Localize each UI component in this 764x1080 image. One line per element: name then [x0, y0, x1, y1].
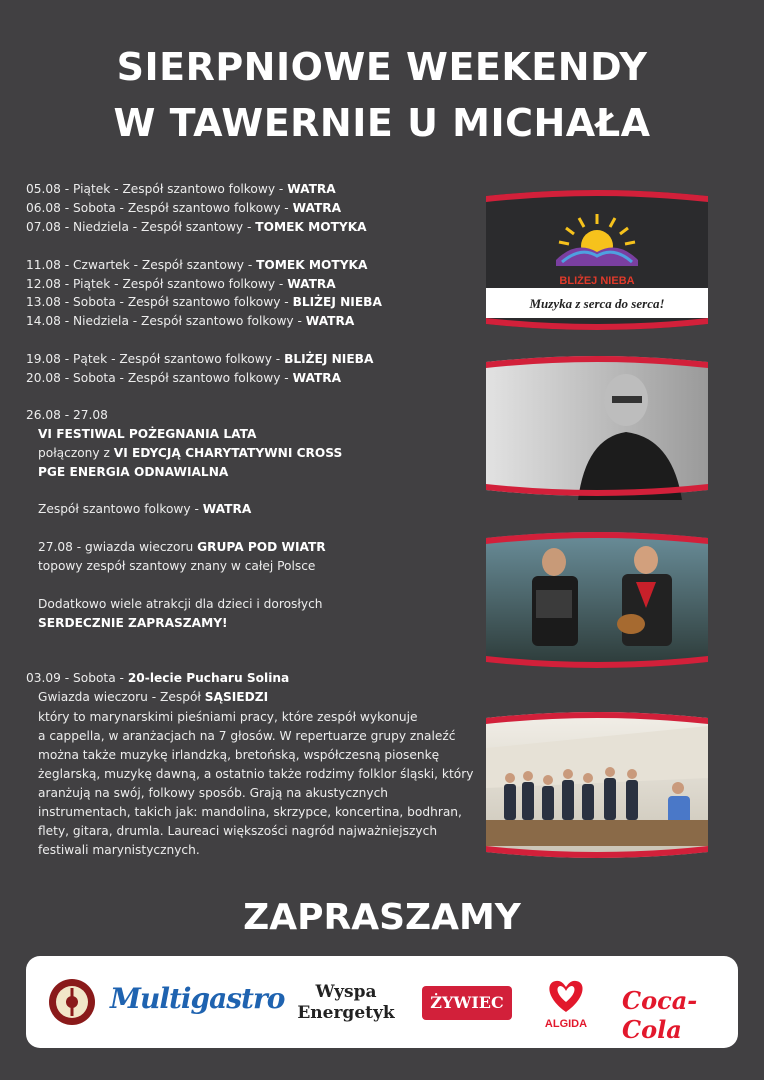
tawerna-logo	[48, 978, 96, 1030]
description-line: można także muzykę irlandzką, bretońską, współczesną piosenkę	[38, 748, 440, 762]
schedule-line: Dodatkowo wiele atrakcji dla dzieci i dorosłych	[38, 597, 323, 611]
schedule-line: 11.08 - Czwartek - Zespół szantowy - TOMEK MOTYKA	[26, 258, 368, 272]
band-photo-watra	[486, 528, 708, 672]
sponsors-bar	[26, 956, 738, 1048]
festival-sponsor: PGE ENERGIA ODNAWIALNA	[38, 465, 229, 479]
band-logo-panel	[486, 188, 708, 332]
festival-subtitle: połączony z VI EDYCJĄ CHARYTATYWNI CROSS	[38, 446, 343, 460]
schedule-line: 13.08 - Sobota - Zespół szantowo folkowy - BLIŻEJ NIEBA	[26, 295, 382, 309]
schedule-line: 03.09 - Sobota - 20-lecie Pucharu Solina	[26, 671, 290, 685]
schedule-line: topowy zespół szantowy znany w całej Polsce	[38, 559, 316, 573]
description-line: festiwali marynistycznych.	[38, 843, 200, 857]
description-line: a cappella, w aranżacjach na 7 głosów. W repertuarze grupy znaleźć	[38, 729, 456, 743]
algida-logo: ALGIDA	[528, 978, 604, 1030]
description-line: instrumentach, takich jak: mandolina, skrzypce, koncertina, bodhran,	[38, 805, 462, 819]
schedule-line: 06.08 - Sobota - Zespół szantowo folkowy - WATRA	[26, 201, 342, 215]
multigastro-logo: Multigastro	[110, 982, 285, 1015]
schedule-line: 27.08 - gwiazda wieczoru GRUPA POD WIATR	[38, 540, 326, 554]
singer-photo	[486, 352, 708, 500]
band-photo-sasiedzi	[486, 708, 708, 862]
wyspa-energetyk-logo: Wyspa Energetyk	[297, 982, 395, 1023]
description-line: flety, gitara, drumla. Laureaci większości nagród najważniejszych	[38, 824, 438, 838]
schedule-line: Gwiazda wieczoru - Zespół SĄSIEDZI	[38, 690, 269, 704]
page-title-line-1: SIERPNIOWE WEEKENDY	[116, 45, 648, 89]
page-title-line-2: W TAWERNIE U MICHAŁA	[113, 101, 651, 145]
schedule-line: 26.08 - 27.08	[26, 408, 108, 422]
band-logo-image	[486, 188, 708, 332]
band-logo-slogan: Muzyka z serca do serca!	[529, 296, 665, 311]
band-logo-name: BLIŻEJ NIEBA	[559, 275, 635, 287]
description-line: aranżują na swój, folkowy sposób. Grają na akustycznych	[38, 786, 388, 800]
algida-heart-icon	[544, 978, 588, 1014]
schedule-line: 05.08 - Piątek - Zespół szantowo folkowy - WATRA	[26, 182, 336, 196]
festival-title: VI FESTIWAL POŻEGNANIA LATA	[38, 427, 257, 441]
schedule-line: 12.08 - Piątek - Zespół szantowo folkowy - WATRA	[26, 277, 336, 291]
schedule-line: 07.08 - Niedziela - Zespół szantowy - TOMEK MOTYKA	[26, 220, 367, 234]
schedule-line: 20.08 - Sobota - Zespół szantowo folkowy - WATRA	[26, 371, 342, 385]
schedule-line: Zespół szantowo folkowy - WATRA	[38, 502, 252, 516]
zywiec-logo: ŻYWIEC	[422, 986, 512, 1020]
schedule-line: SERDECZNIE ZAPRASZAMY!	[38, 616, 228, 630]
closing-invitation: ZAPRASZAMY	[243, 897, 521, 938]
schedule-line: 14.08 - Niedziela - Zespół szantowo folkowy - WATRA	[26, 314, 355, 328]
schedule-line: 19.08 - Pątek - Zespół szantowo folkowy - BLIŻEJ NIEBA	[26, 352, 374, 366]
description-line: który to marynarskimi pieśniami pracy, które zespół wykonuje	[38, 710, 418, 724]
coca-cola-logo: Coca-Cola	[622, 986, 698, 1044]
description-line: żeglarską, muzykę dawną, a ostatnio także rodzimy folklor śląski, który	[38, 767, 474, 781]
